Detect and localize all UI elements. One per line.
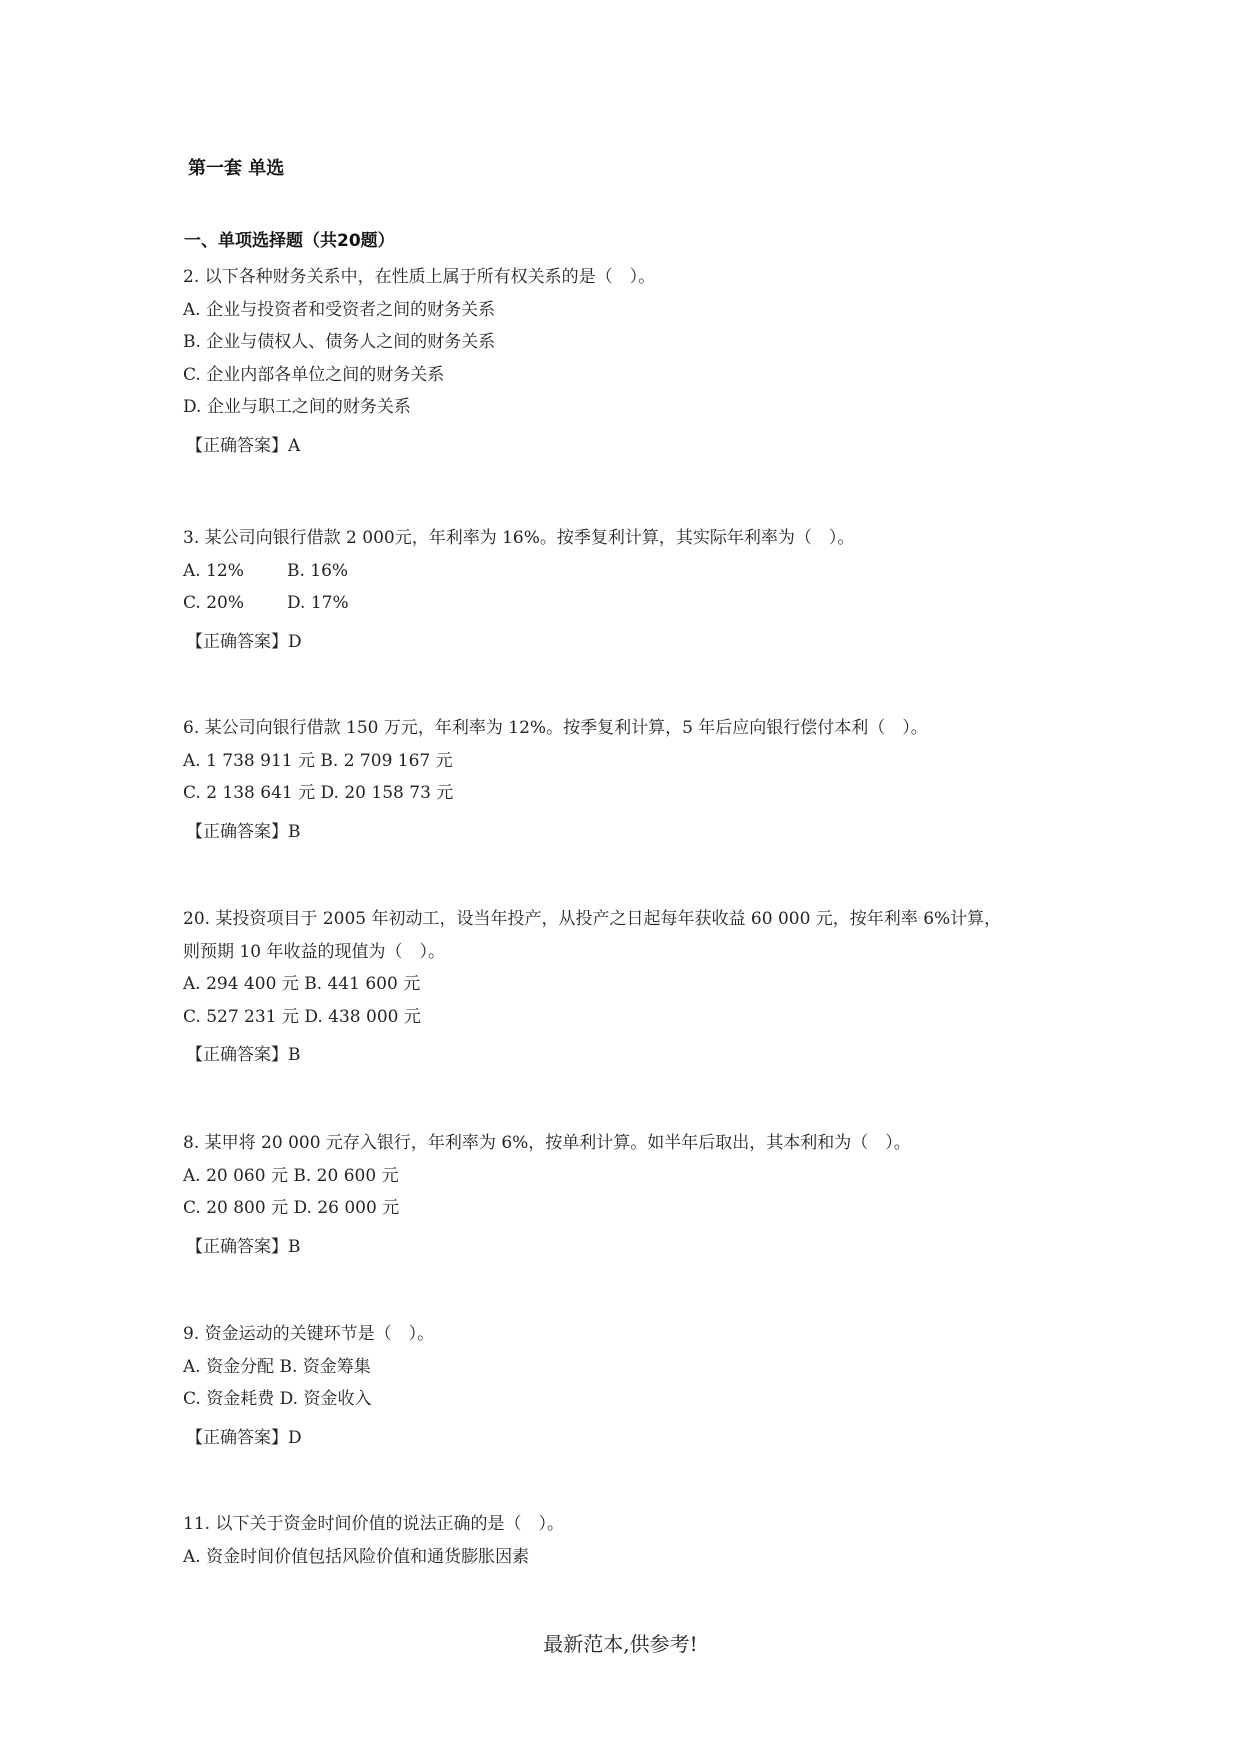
option: D. 企业与职工之间的财务关系: [183, 397, 411, 417]
option-row: [183, 555, 1083, 588]
option: A. 12%: [183, 560, 244, 581]
question-block: [183, 1127, 1083, 1259]
section-title: 一、单项选择题（共20题）: [184, 231, 395, 251]
correct-answer: 【正确答案】A: [186, 435, 301, 456]
option: B. 企业与债权人、债务人之间的财务关系: [183, 332, 496, 352]
document-title: 第一套 单选: [188, 158, 285, 179]
question-block: [183, 903, 1083, 1067]
question-block: [183, 1508, 1083, 1573]
question-stem: 20. 某投资项目于 2005 年初动工，设当年投产，从投产之日起每年获收益 60 000 元，按年利率 6%计算，: [183, 909, 1002, 929]
option: A. 企业与投资者和受资者之间的财务关系: [183, 299, 496, 320]
question-block: [183, 1318, 1083, 1450]
option-row: C. 2 138 641 元 D. 20 158 73 元: [183, 783, 454, 803]
option-row: A. 1 738 911 元 B. 2 709 167 元: [183, 750, 453, 771]
question-block: [183, 522, 1083, 654]
question-stem: 8. 某甲将 20 000 元存入银行，年利率为 6%，按单利计算。如半年后取出，其本利和为（ ）。: [183, 1133, 911, 1153]
option-row: A. 294 400 元 B. 441 600 元: [183, 974, 421, 994]
option: C. 企业内部各单位之间的财务关系: [183, 364, 445, 385]
question-block: [183, 261, 1083, 458]
option-row: A. 20 060 元 B. 20 600 元: [183, 1165, 399, 1186]
correct-answer: 【正确答案】B: [186, 821, 301, 842]
question-stem: 11. 以下关于资金时间价值的说法正确的是（ ）。: [183, 1514, 564, 1534]
question-stem-continued: 则预期 10 年收益的现值为（ ）。: [183, 941, 445, 962]
correct-answer: 【正确答案】B: [186, 1045, 301, 1065]
question-stem: 2. 以下各种财务关系中，在性质上属于所有权关系的是（ ）。: [183, 267, 656, 287]
option-row: C. 527 231 元 D. 438 000 元: [183, 1006, 421, 1027]
correct-answer: 【正确答案】B: [186, 1236, 301, 1257]
question-block: [183, 712, 1083, 844]
question-stem: 9. 资金运动的关键环节是（ ）。: [183, 1324, 435, 1344]
option: D. 17%: [287, 593, 349, 613]
page-footer: 最新范本,供参考!: [543, 1632, 698, 1656]
question-stem: 3. 某公司向银行借款 2 000元，年利率为 16%。按季复利计算，其实际年利率为（ ）。: [183, 528, 855, 548]
option: C. 20%: [183, 593, 244, 613]
correct-answer: 【正确答案】D: [186, 1427, 302, 1448]
option-row: A. 资金分配 B. 资金筹集: [183, 1356, 371, 1377]
option-row: [183, 587, 1083, 620]
option: A. 资金时间价值包括风险价值和通货膨胀因素: [183, 1546, 530, 1567]
option-row: C. 资金耗费 D. 资金收入: [183, 1389, 372, 1409]
option: B. 16%: [287, 560, 349, 581]
correct-answer: 【正确答案】D: [186, 631, 302, 652]
question-stem: 6. 某公司向银行借款 150 万元，年利率为 12%。按季复利计算，5 年后应向银行偿付本利（ ）。: [183, 718, 928, 738]
option-row: C. 20 800 元 D. 26 000 元: [183, 1198, 400, 1218]
